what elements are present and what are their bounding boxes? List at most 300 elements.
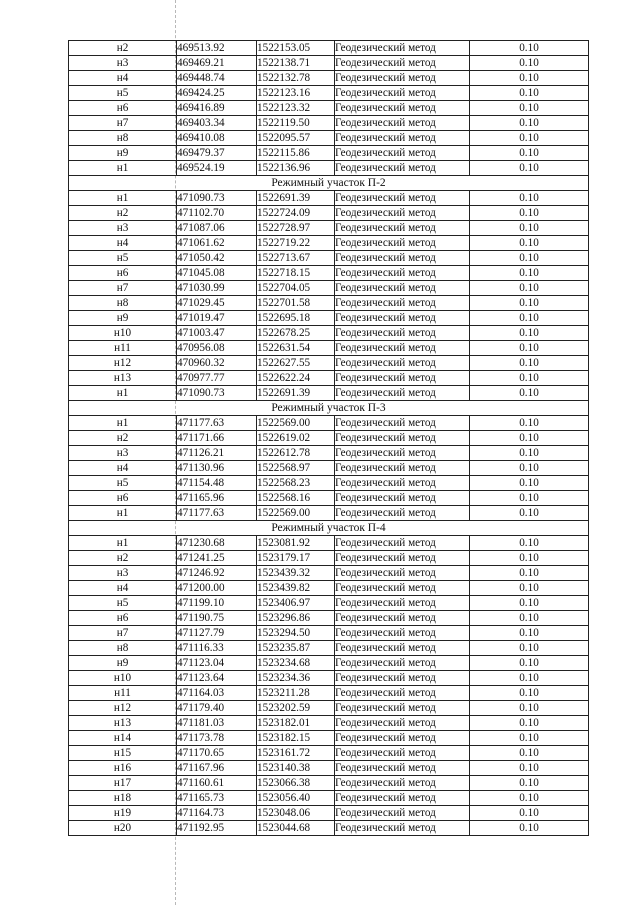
point-name-cell: н13 xyxy=(69,716,177,731)
point-name-cell: н15 xyxy=(69,746,177,761)
y-coordinate-cell: 1523294.50 xyxy=(257,626,335,641)
x-coordinate-cell: 469524.19 xyxy=(177,161,257,176)
method-cell: Геодезический метод xyxy=(335,236,470,251)
y-coordinate-cell: 1522119.50 xyxy=(257,116,335,131)
point-name-cell: н5 xyxy=(69,476,177,491)
table-row xyxy=(69,41,589,56)
point-name-cell: н13 xyxy=(69,371,177,386)
point-name-cell: н8 xyxy=(69,641,177,656)
point-name-cell: н5 xyxy=(69,596,177,611)
y-coordinate-cell: 1522123.16 xyxy=(257,86,335,101)
x-coordinate-cell: 471123.64 xyxy=(177,671,257,686)
table-row xyxy=(69,671,589,686)
table-row xyxy=(69,266,589,281)
accuracy-cell: 0.10 xyxy=(470,491,589,506)
x-coordinate-cell: 469403.34 xyxy=(177,116,257,131)
point-name-cell: н6 xyxy=(69,491,177,506)
table-row xyxy=(69,101,589,116)
point-name-cell: н3 xyxy=(69,221,177,236)
point-name-cell: н9 xyxy=(69,311,177,326)
x-coordinate-cell: 471200.00 xyxy=(177,581,257,596)
y-coordinate-cell: 1522691.39 xyxy=(257,191,335,206)
y-coordinate-cell: 1523182.15 xyxy=(257,731,335,746)
accuracy-cell: 0.10 xyxy=(470,371,589,386)
x-coordinate-cell: 470956.08 xyxy=(177,341,257,356)
point-name-cell: н12 xyxy=(69,701,177,716)
x-coordinate-cell: 471230.68 xyxy=(177,536,257,551)
table-row xyxy=(69,791,589,806)
table-row xyxy=(69,596,589,611)
point-name-cell: н18 xyxy=(69,791,177,806)
point-name-cell: н8 xyxy=(69,296,177,311)
accuracy-cell: 0.10 xyxy=(470,431,589,446)
point-name-cell: н19 xyxy=(69,806,177,821)
accuracy-cell: 0.10 xyxy=(470,791,589,806)
point-name-cell: н6 xyxy=(69,611,177,626)
accuracy-cell: 0.10 xyxy=(470,341,589,356)
table-row xyxy=(69,356,589,371)
point-name-cell: н1 xyxy=(69,161,177,176)
accuracy-cell: 0.10 xyxy=(470,266,589,281)
point-name-cell: н2 xyxy=(69,431,177,446)
point-name-cell: н17 xyxy=(69,776,177,791)
y-coordinate-cell: 1522724.09 xyxy=(257,206,335,221)
table-row xyxy=(69,236,589,251)
accuracy-cell: 0.10 xyxy=(470,146,589,161)
y-coordinate-cell: 1523056.40 xyxy=(257,791,335,806)
method-cell: Геодезический метод xyxy=(335,416,470,431)
y-coordinate-cell: 1523296.86 xyxy=(257,611,335,626)
method-cell: Геодезический метод xyxy=(335,746,470,761)
y-coordinate-cell: 1523044.68 xyxy=(257,821,335,836)
section-title: Режимный участок П-4 xyxy=(69,521,589,536)
x-coordinate-cell: 471029.45 xyxy=(177,296,257,311)
method-cell: Геодезический метод xyxy=(335,446,470,461)
method-cell: Геодезический метод xyxy=(335,86,470,101)
table-row xyxy=(69,551,589,566)
table-row xyxy=(69,371,589,386)
method-cell: Геодезический метод xyxy=(335,296,470,311)
table-row xyxy=(69,746,589,761)
table-row xyxy=(69,731,589,746)
x-coordinate-cell: 471087.06 xyxy=(177,221,257,236)
table-row xyxy=(69,311,589,326)
point-name-cell: н7 xyxy=(69,281,177,296)
method-cell: Геодезический метод xyxy=(335,101,470,116)
y-coordinate-cell: 1522627.55 xyxy=(257,356,335,371)
accuracy-cell: 0.10 xyxy=(470,776,589,791)
table-row xyxy=(69,566,589,581)
method-cell: Геодезический метод xyxy=(335,656,470,671)
method-cell: Геодезический метод xyxy=(335,191,470,206)
x-coordinate-cell: 471192.95 xyxy=(177,821,257,836)
table-row xyxy=(69,116,589,131)
table-row xyxy=(69,581,589,596)
x-coordinate-cell: 469513.92 xyxy=(177,41,257,56)
method-cell: Геодезический метод xyxy=(335,461,470,476)
accuracy-cell: 0.10 xyxy=(470,41,589,56)
point-name-cell: н20 xyxy=(69,821,177,836)
x-coordinate-cell: 471061.62 xyxy=(177,236,257,251)
method-cell: Геодезический метод xyxy=(335,71,470,86)
x-coordinate-cell: 471170.65 xyxy=(177,746,257,761)
point-name-cell: н9 xyxy=(69,656,177,671)
x-coordinate-cell: 471167.96 xyxy=(177,761,257,776)
point-name-cell: н11 xyxy=(69,686,177,701)
table-row xyxy=(69,161,589,176)
y-coordinate-cell: 1522132.78 xyxy=(257,71,335,86)
section-header-row xyxy=(69,176,589,191)
accuracy-cell: 0.10 xyxy=(470,731,589,746)
method-cell: Геодезический метод xyxy=(335,641,470,656)
point-name-cell: н10 xyxy=(69,326,177,341)
x-coordinate-cell: 471154.48 xyxy=(177,476,257,491)
accuracy-cell: 0.10 xyxy=(470,581,589,596)
x-coordinate-cell: 471246.92 xyxy=(177,566,257,581)
point-name-cell: н6 xyxy=(69,101,177,116)
table-row xyxy=(69,146,589,161)
y-coordinate-cell: 1522695.18 xyxy=(257,311,335,326)
method-cell: Геодезический метод xyxy=(335,371,470,386)
y-coordinate-cell: 1523406.97 xyxy=(257,596,335,611)
x-coordinate-cell: 471160.61 xyxy=(177,776,257,791)
point-name-cell: н5 xyxy=(69,86,177,101)
x-coordinate-cell: 469410.08 xyxy=(177,131,257,146)
y-coordinate-cell: 1523182.01 xyxy=(257,716,335,731)
point-name-cell: н3 xyxy=(69,446,177,461)
x-coordinate-cell: 471181.03 xyxy=(177,716,257,731)
y-coordinate-cell: 1522622.24 xyxy=(257,371,335,386)
y-coordinate-cell: 1523081.92 xyxy=(257,536,335,551)
accuracy-cell: 0.10 xyxy=(470,296,589,311)
accuracy-cell: 0.10 xyxy=(470,191,589,206)
point-name-cell: н4 xyxy=(69,581,177,596)
x-coordinate-cell: 471173.78 xyxy=(177,731,257,746)
accuracy-cell: 0.10 xyxy=(470,476,589,491)
table-row xyxy=(69,491,589,506)
method-cell: Геодезический метод xyxy=(335,56,470,71)
y-coordinate-cell: 1522631.54 xyxy=(257,341,335,356)
method-cell: Геодезический метод xyxy=(335,341,470,356)
table-row xyxy=(69,806,589,821)
table-row xyxy=(69,251,589,266)
x-coordinate-cell: 469479.37 xyxy=(177,146,257,161)
accuracy-cell: 0.10 xyxy=(470,566,589,581)
point-name-cell: н1 xyxy=(69,536,177,551)
method-cell: Геодезический метод xyxy=(335,761,470,776)
y-coordinate-cell: 1522569.00 xyxy=(257,506,335,521)
point-name-cell: н14 xyxy=(69,731,177,746)
accuracy-cell: 0.10 xyxy=(470,446,589,461)
method-cell: Геодезический метод xyxy=(335,806,470,821)
y-coordinate-cell: 1522138.71 xyxy=(257,56,335,71)
x-coordinate-cell: 471130.96 xyxy=(177,461,257,476)
method-cell: Геодезический метод xyxy=(335,671,470,686)
method-cell: Геодезический метод xyxy=(335,731,470,746)
point-name-cell: н6 xyxy=(69,266,177,281)
method-cell: Геодезический метод xyxy=(335,221,470,236)
method-cell: Геодезический метод xyxy=(335,581,470,596)
x-coordinate-cell: 469416.89 xyxy=(177,101,257,116)
x-coordinate-cell: 471127.79 xyxy=(177,626,257,641)
accuracy-cell: 0.10 xyxy=(470,86,589,101)
table-row xyxy=(69,431,589,446)
x-coordinate-cell: 469469.21 xyxy=(177,56,257,71)
method-cell: Геодезический метод xyxy=(335,506,470,521)
method-cell: Геодезический метод xyxy=(335,626,470,641)
point-name-cell: н9 xyxy=(69,146,177,161)
method-cell: Геодезический метод xyxy=(335,566,470,581)
method-cell: Геодезический метод xyxy=(335,476,470,491)
accuracy-cell: 0.10 xyxy=(470,761,589,776)
table-row xyxy=(69,191,589,206)
accuracy-cell: 0.10 xyxy=(470,671,589,686)
table-row xyxy=(69,641,589,656)
accuracy-cell: 0.10 xyxy=(470,536,589,551)
y-coordinate-cell: 1523161.72 xyxy=(257,746,335,761)
x-coordinate-cell: 471177.63 xyxy=(177,416,257,431)
y-coordinate-cell: 1523179.17 xyxy=(257,551,335,566)
method-cell: Геодезический метод xyxy=(335,356,470,371)
point-name-cell: н2 xyxy=(69,41,177,56)
point-name-cell: н5 xyxy=(69,251,177,266)
point-name-cell: н3 xyxy=(69,566,177,581)
table-row xyxy=(69,296,589,311)
y-coordinate-cell: 1522095.57 xyxy=(257,131,335,146)
accuracy-cell: 0.10 xyxy=(470,206,589,221)
point-name-cell: н7 xyxy=(69,116,177,131)
section-title: Режимный участок П-3 xyxy=(69,401,589,416)
table-row xyxy=(69,656,589,671)
x-coordinate-cell: 471102.70 xyxy=(177,206,257,221)
table-row xyxy=(69,821,589,836)
boundary-coordinates-table xyxy=(68,40,589,836)
method-cell: Геодезический метод xyxy=(335,146,470,161)
table-row xyxy=(69,536,589,551)
method-cell: Геодезический метод xyxy=(335,206,470,221)
table-row xyxy=(69,221,589,236)
table-row xyxy=(69,341,589,356)
y-coordinate-cell: 1523234.68 xyxy=(257,656,335,671)
point-name-cell: н3 xyxy=(69,56,177,71)
y-coordinate-cell: 1522153.05 xyxy=(257,41,335,56)
x-coordinate-cell: 471003.47 xyxy=(177,326,257,341)
y-coordinate-cell: 1523211.28 xyxy=(257,686,335,701)
table-row xyxy=(69,476,589,491)
table-row xyxy=(69,461,589,476)
y-coordinate-cell: 1522612.78 xyxy=(257,446,335,461)
table-row xyxy=(69,131,589,146)
accuracy-cell: 0.10 xyxy=(470,626,589,641)
method-cell: Геодезический метод xyxy=(335,776,470,791)
table-row xyxy=(69,506,589,521)
y-coordinate-cell: 1522678.25 xyxy=(257,326,335,341)
accuracy-cell: 0.10 xyxy=(470,716,589,731)
point-name-cell: н10 xyxy=(69,671,177,686)
table-row xyxy=(69,416,589,431)
table-row xyxy=(69,386,589,401)
y-coordinate-cell: 1523048.06 xyxy=(257,806,335,821)
point-name-cell: н16 xyxy=(69,761,177,776)
accuracy-cell: 0.10 xyxy=(470,71,589,86)
accuracy-cell: 0.10 xyxy=(470,356,589,371)
section-header-row xyxy=(69,401,589,416)
x-coordinate-cell: 471030.99 xyxy=(177,281,257,296)
method-cell: Геодезический метод xyxy=(335,116,470,131)
y-coordinate-cell: 1522713.67 xyxy=(257,251,335,266)
accuracy-cell: 0.10 xyxy=(470,641,589,656)
method-cell: Геодезический метод xyxy=(335,431,470,446)
y-coordinate-cell: 1522568.97 xyxy=(257,461,335,476)
y-coordinate-cell: 1522569.00 xyxy=(257,416,335,431)
table-row xyxy=(69,686,589,701)
method-cell: Геодезический метод xyxy=(335,551,470,566)
y-coordinate-cell: 1522701.58 xyxy=(257,296,335,311)
y-coordinate-cell: 1522704.05 xyxy=(257,281,335,296)
method-cell: Геодезический метод xyxy=(335,251,470,266)
table-row xyxy=(69,611,589,626)
accuracy-cell: 0.10 xyxy=(470,281,589,296)
x-coordinate-cell: 469448.74 xyxy=(177,71,257,86)
accuracy-cell: 0.10 xyxy=(470,101,589,116)
y-coordinate-cell: 1523235.87 xyxy=(257,641,335,656)
method-cell: Геодезический метод xyxy=(335,281,470,296)
accuracy-cell: 0.10 xyxy=(470,131,589,146)
x-coordinate-cell: 471090.73 xyxy=(177,191,257,206)
table-row xyxy=(69,776,589,791)
y-coordinate-cell: 1522123.32 xyxy=(257,101,335,116)
method-cell: Геодезический метод xyxy=(335,611,470,626)
accuracy-cell: 0.10 xyxy=(470,116,589,131)
method-cell: Геодезический метод xyxy=(335,821,470,836)
x-coordinate-cell: 471199.10 xyxy=(177,596,257,611)
method-cell: Геодезический метод xyxy=(335,41,470,56)
table-row xyxy=(69,761,589,776)
y-coordinate-cell: 1523202.59 xyxy=(257,701,335,716)
method-cell: Геодезический метод xyxy=(335,716,470,731)
y-coordinate-cell: 1522115.86 xyxy=(257,146,335,161)
method-cell: Геодезический метод xyxy=(335,536,470,551)
accuracy-cell: 0.10 xyxy=(470,386,589,401)
x-coordinate-cell: 471019.47 xyxy=(177,311,257,326)
x-coordinate-cell: 471164.73 xyxy=(177,806,257,821)
y-coordinate-cell: 1522718.15 xyxy=(257,266,335,281)
method-cell: Геодезический метод xyxy=(335,596,470,611)
method-cell: Геодезический метод xyxy=(335,311,470,326)
section-title: Режимный участок П-2 xyxy=(69,176,589,191)
point-name-cell: н4 xyxy=(69,236,177,251)
y-coordinate-cell: 1522619.02 xyxy=(257,431,335,446)
point-name-cell: н2 xyxy=(69,206,177,221)
point-name-cell: н1 xyxy=(69,386,177,401)
x-coordinate-cell: 470977.77 xyxy=(177,371,257,386)
accuracy-cell: 0.10 xyxy=(470,416,589,431)
method-cell: Геодезический метод xyxy=(335,686,470,701)
accuracy-cell: 0.10 xyxy=(470,821,589,836)
y-coordinate-cell: 1523439.32 xyxy=(257,566,335,581)
y-coordinate-cell: 1522691.39 xyxy=(257,386,335,401)
accuracy-cell: 0.10 xyxy=(470,161,589,176)
y-coordinate-cell: 1523439.82 xyxy=(257,581,335,596)
x-coordinate-cell: 471090.73 xyxy=(177,386,257,401)
point-name-cell: н1 xyxy=(69,506,177,521)
y-coordinate-cell: 1523066.38 xyxy=(257,776,335,791)
x-coordinate-cell: 471116.33 xyxy=(177,641,257,656)
accuracy-cell: 0.10 xyxy=(470,236,589,251)
accuracy-cell: 0.10 xyxy=(470,611,589,626)
y-coordinate-cell: 1522728.97 xyxy=(257,221,335,236)
x-coordinate-cell: 471164.03 xyxy=(177,686,257,701)
y-coordinate-cell: 1522568.16 xyxy=(257,491,335,506)
x-coordinate-cell: 471165.96 xyxy=(177,491,257,506)
x-coordinate-cell: 471190.75 xyxy=(177,611,257,626)
point-name-cell: н7 xyxy=(69,626,177,641)
x-coordinate-cell: 471171.66 xyxy=(177,431,257,446)
y-coordinate-cell: 1523140.38 xyxy=(257,761,335,776)
accuracy-cell: 0.10 xyxy=(470,56,589,71)
point-name-cell: н1 xyxy=(69,191,177,206)
table-row xyxy=(69,716,589,731)
x-coordinate-cell: 469424.25 xyxy=(177,86,257,101)
accuracy-cell: 0.10 xyxy=(470,551,589,566)
accuracy-cell: 0.10 xyxy=(470,251,589,266)
method-cell: Геодезический метод xyxy=(335,161,470,176)
x-coordinate-cell: 471045.08 xyxy=(177,266,257,281)
x-coordinate-cell: 471177.63 xyxy=(177,506,257,521)
accuracy-cell: 0.10 xyxy=(470,686,589,701)
x-coordinate-cell: 471179.40 xyxy=(177,701,257,716)
table-row xyxy=(69,626,589,641)
table-row xyxy=(69,446,589,461)
method-cell: Геодезический метод xyxy=(335,491,470,506)
accuracy-cell: 0.10 xyxy=(470,746,589,761)
method-cell: Геодезический метод xyxy=(335,791,470,806)
accuracy-cell: 0.10 xyxy=(470,701,589,716)
accuracy-cell: 0.10 xyxy=(470,461,589,476)
table-body xyxy=(69,41,589,836)
y-coordinate-cell: 1522136.96 xyxy=(257,161,335,176)
method-cell: Геодезический метод xyxy=(335,266,470,281)
accuracy-cell: 0.10 xyxy=(470,596,589,611)
point-name-cell: н11 xyxy=(69,341,177,356)
table-row xyxy=(69,281,589,296)
table-row xyxy=(69,71,589,86)
table-row xyxy=(69,701,589,716)
method-cell: Геодезический метод xyxy=(335,701,470,716)
x-coordinate-cell: 470960.32 xyxy=(177,356,257,371)
x-coordinate-cell: 471126.21 xyxy=(177,446,257,461)
y-coordinate-cell: 1522719.22 xyxy=(257,236,335,251)
y-coordinate-cell: 1523234.36 xyxy=(257,671,335,686)
x-coordinate-cell: 471241.25 xyxy=(177,551,257,566)
point-name-cell: н8 xyxy=(69,131,177,146)
accuracy-cell: 0.10 xyxy=(470,656,589,671)
point-name-cell: н2 xyxy=(69,551,177,566)
accuracy-cell: 0.10 xyxy=(470,806,589,821)
table-row xyxy=(69,326,589,341)
point-name-cell: н4 xyxy=(69,71,177,86)
x-coordinate-cell: 471050.42 xyxy=(177,251,257,266)
table-row xyxy=(69,86,589,101)
point-name-cell: н1 xyxy=(69,416,177,431)
y-coordinate-cell: 1522568.23 xyxy=(257,476,335,491)
accuracy-cell: 0.10 xyxy=(470,326,589,341)
x-coordinate-cell: 471123.04 xyxy=(177,656,257,671)
table-row xyxy=(69,206,589,221)
x-coordinate-cell: 471165.73 xyxy=(177,791,257,806)
accuracy-cell: 0.10 xyxy=(470,506,589,521)
table-row xyxy=(69,56,589,71)
